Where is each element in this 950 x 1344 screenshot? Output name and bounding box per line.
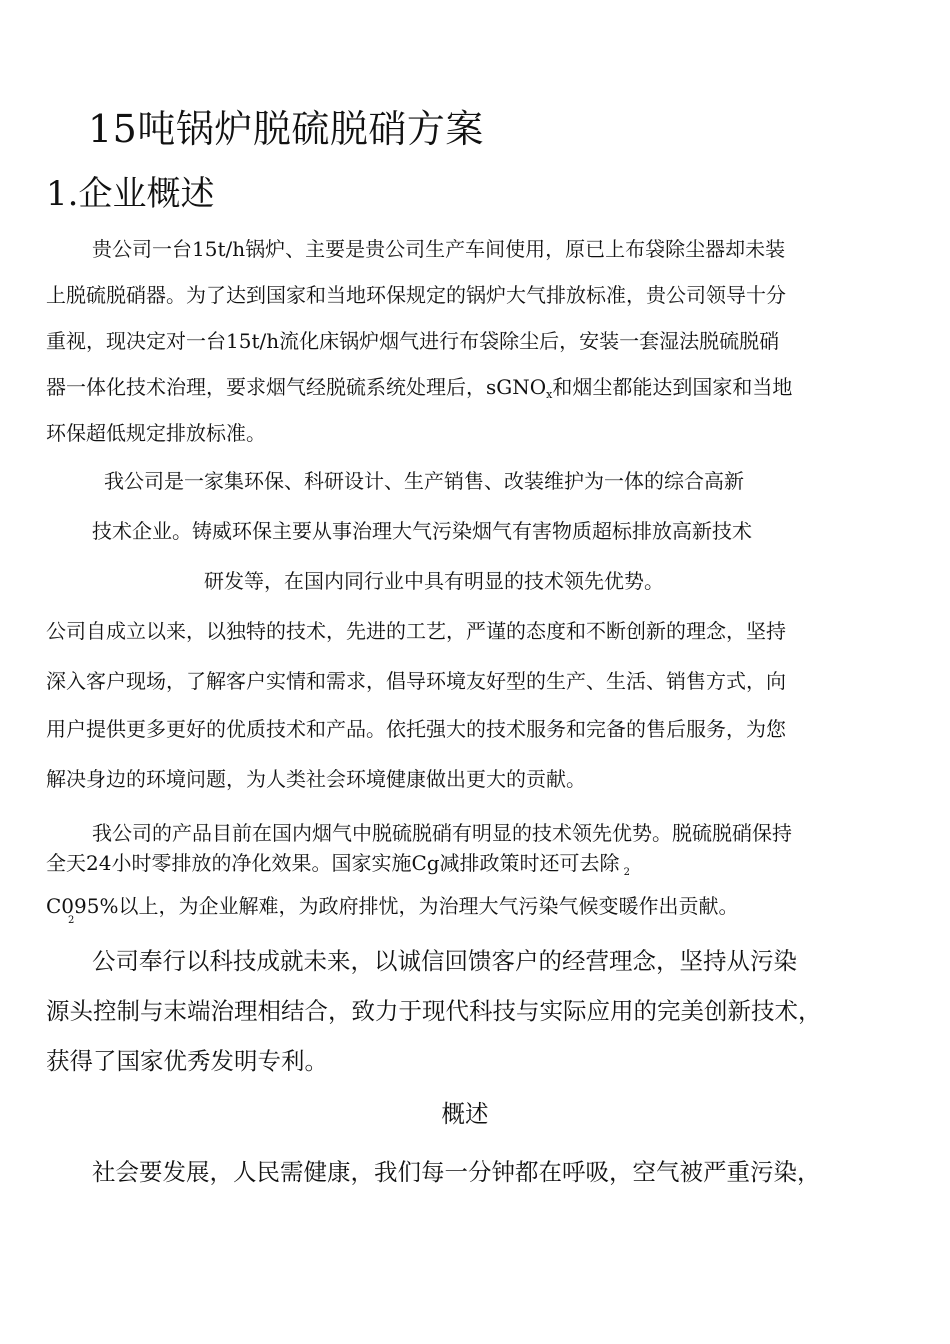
paragraph-1-line-3: 重视，现决定对一台15t/h流化床锅炉烟气进行布袋除尘后，安装一套湿法脱硫脱硝 (46, 329, 780, 353)
overview-heading: 概述 (441, 1100, 489, 1128)
paragraph-5-line-2: 源头控制与末端治理相结合，致力于现代科技与实际应用的完美创新技术， (46, 997, 822, 1025)
paragraph-1-line-1: 贵公司一台15t/h锅炉、主要是贵公司生产车间使用，原已上布袋除尘器却未装 (92, 237, 786, 261)
paragraph-2-line-1: 我公司是一家集环保、科研设计、生产销售、改装维护为一体的综合高新 (104, 469, 744, 493)
paragraph-4-line-2-text: 全天24小时零排放的净化效果。国家实施Cg减排政策时还可去除 (46, 851, 620, 875)
paragraph-5-line-1: 公司奉行以科技成就未来，以诚信回馈客户的经营理念，坚持从污染 (92, 947, 797, 975)
paragraph-5-line-3: 获得了国家优秀发明专利。 (46, 1047, 328, 1075)
paragraph-4-line-2 (46, 847, 630, 878)
paragraph-4-line-1: 我公司的产品目前在国内烟气中脱硫脱硝有明显的技术领先优势。脱硫脱硝保持 (92, 821, 792, 845)
subscript-2-b: 2 (68, 915, 75, 926)
paragraph-1-line-4-text: 器一体化技术治理，要求烟气经脱硫系统处理后， (46, 375, 486, 399)
subscript-2-a: 2 (623, 867, 630, 878)
paragraph-1-line-2: 上脱硫脱硝器。为了达到国家和当地环保规定的锅炉大气排放标准，贵公司领导十分 (46, 283, 786, 307)
paragraph-4-line-3: C095%以上，为企业解难，为政府排忧，为治理大气污染气候变暖作出贡献。 (46, 894, 739, 918)
paragraph-3-line-4: 解决身边的环境问题，为人类社会环境健康做出更大的贡献。 (46, 767, 586, 791)
chem-formula-so-nox: sGNO (486, 375, 547, 399)
paragraph-6-line-1: 社会要发展，人民需健康，我们每一分钟都在呼吸，空气被严重污染， (92, 1158, 821, 1186)
paragraph-3-line-2: 深入客户现场，了解客户实情和需求，倡导环境友好型的生产、生活、销售方式，向 (46, 669, 786, 693)
paragraph-3-line-1: 公司自成立以来，以独特的技术，先进的工艺，严谨的态度和不断创新的理念，坚持 (46, 619, 786, 643)
paragraph-1-line-4-tail: 和烟尘都能达到国家和当地 (552, 375, 793, 399)
paragraph-1-line-5: 环保超低规定排放标准。 (46, 421, 266, 445)
paragraph-2-line-2: 技术企业。铸威环保主要从事治理大气污染烟气有害物质超标排放高新技术 (92, 519, 752, 543)
paragraph-1-line-4 (46, 371, 792, 401)
document-title: 15吨锅炉脱硫脱硝方案 (88, 107, 484, 151)
paragraph-3-line-3: 用户提供更多更好的优质技术和产品。依托强大的技术服务和完备的售后服务，为您 (46, 717, 786, 741)
paragraph-2-line-3: 研发等，在国内同行业中具有明显的技术领先优势。 (204, 569, 664, 593)
chem-subscript-x: x (546, 388, 553, 401)
section-heading-company-overview: 1.企业概述 (46, 174, 215, 214)
